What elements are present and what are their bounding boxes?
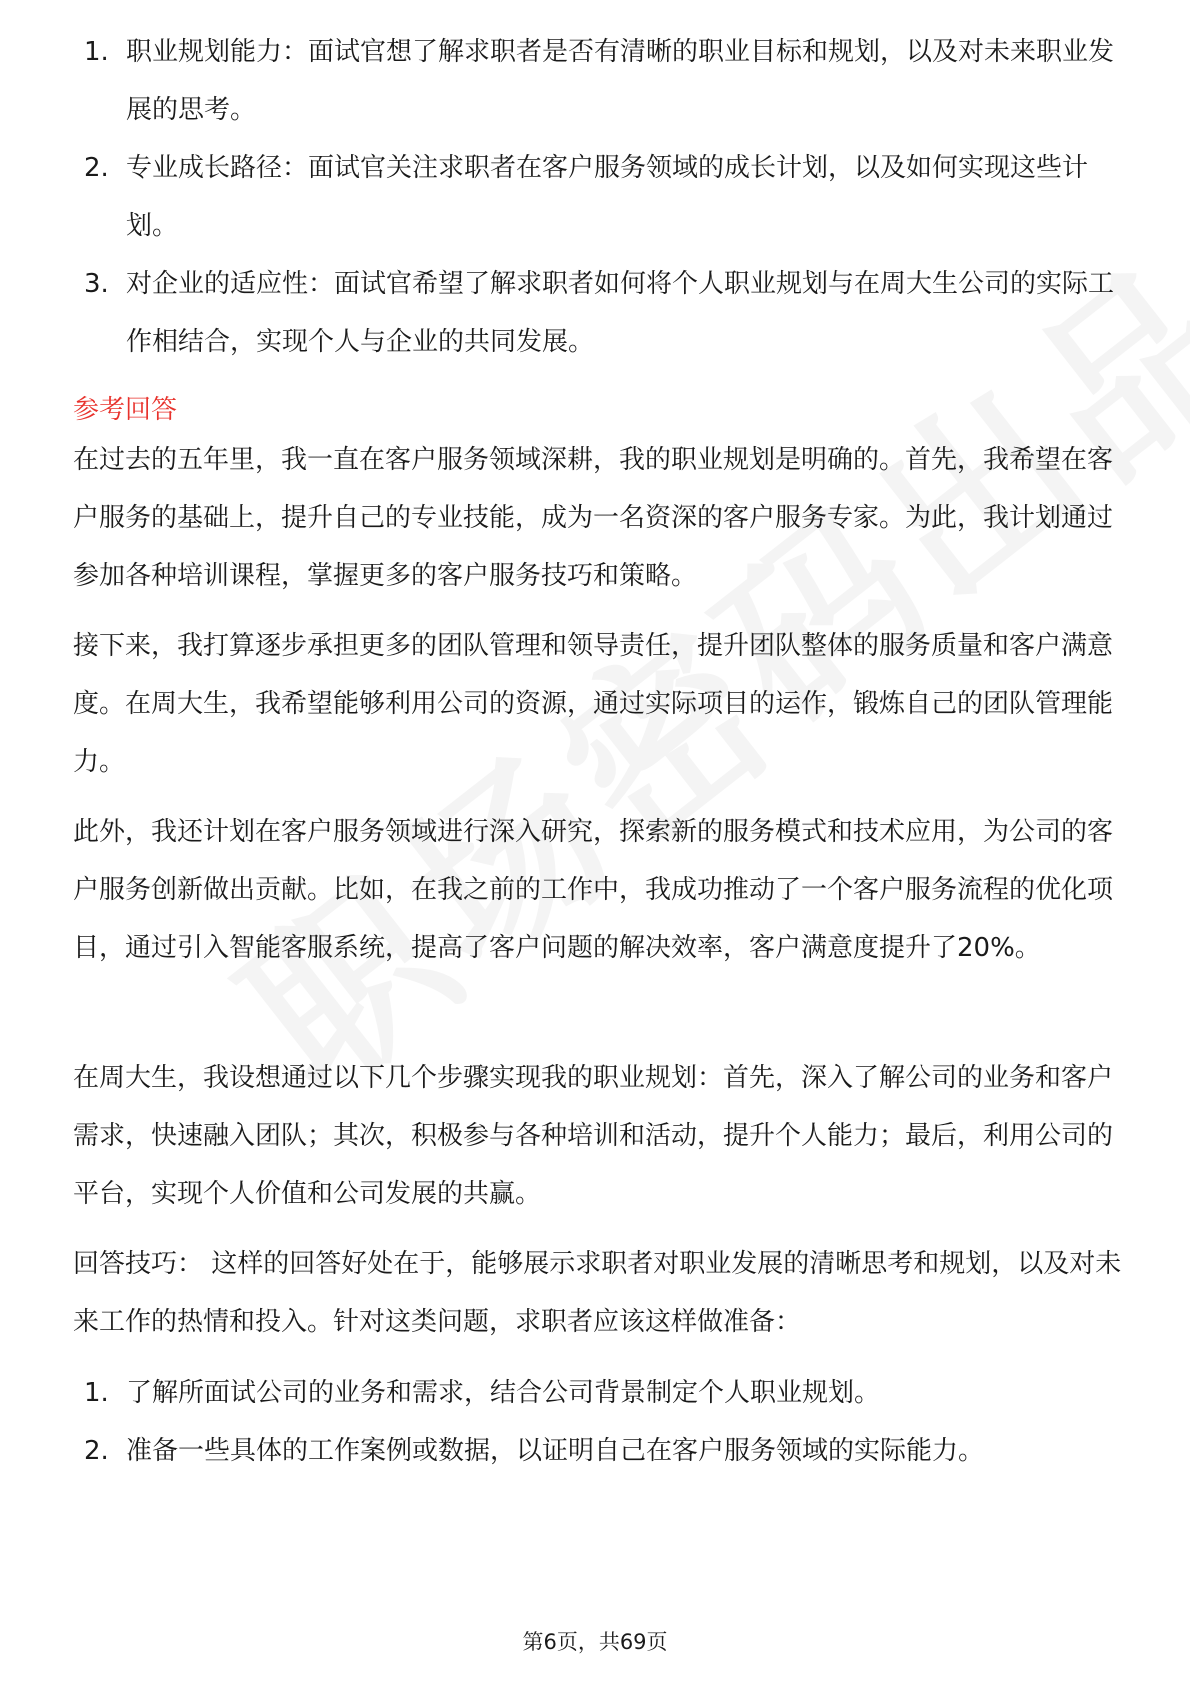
list-item-text: 对企业的适应性：面试官希望了解求职者如何将个人职业规划与在周大生公司的实际工作相结合，实现个人与企业的共同发展。 [126,269,1115,357]
list-item [84,1364,1124,1422]
list-item-text: 准备一些具体的工作案例或数据，以证明自己在客户服务领域的实际能力。 [126,1436,985,1466]
section-heading: 参考回答 [73,395,178,425]
list-number: 2. [84,153,109,183]
bottom-ordered-list [84,1364,1124,1480]
answer-paragraph: 此外，我还计划在客户服务领域进行深入研究，探索新的服务模式和技术应用，为公司的客户服务创新做出贡献。比如，在我之前的工作中，我成功推动了一个客户服务流程的优化项目，通过引入智能客服系统，提高了客户问题的解决效率，客户满意度提升了20%。 [73,817,1114,963]
list-item [84,23,1124,139]
answer-paragraph: 在过去的五年里，我一直在客户服务领域深耕，我的职业规划是明确的。首先，我希望在客户服务的基础上，提升自己的专业技能，成为一名资深的客户服务专家。为此，我计划通过参加各种培训课程，掌握更多的客户服务技巧和策略。 [73,445,1114,591]
list-number: 1. [84,1378,109,1408]
answer-paragraph: 在周大生，我设想通过以下几个步骤实现我的职业规划：首先，深入了解公司的业务和客户需求，快速融入团队；其次，积极参与各种培训和活动，提升个人能力；最后，利用公司的平台，实现个人价值和公司发展的共赢。 [73,1063,1114,1209]
answer-paragraph: 接下来，我打算逐步承担更多的团队管理和领导责任，提升团队整体的服务质量和客户满意度。在周大生，我希望能够利用公司的资源，通过实际项目的运作，锻炼自己的团队管理能力。 [73,631,1114,777]
list-item [84,255,1124,371]
top-ordered-list [84,23,1124,371]
list-number: 2. [84,1436,109,1466]
tips-paragraph: 回答技巧： 这样的回答好处在于，能够展示求职者对职业发展的清晰思考和规划，以及对未来工作的热情和投入。针对这类问题，求职者应该这样做准备： [73,1249,1122,1337]
list-number: 3. [84,269,109,299]
page-footer: 第6页，共69页 [522,1630,668,1654]
list-item-text: 职业规划能力：面试官想了解求职者是否有清晰的职业目标和规划，以及对未来职业发展的思考。 [126,37,1115,125]
list-item [84,1422,1124,1480]
list-item [84,139,1124,255]
list-number: 1. [84,37,109,67]
list-item-text: 了解所面试公司的业务和需求，结合公司背景制定个人职业规划。 [126,1378,881,1408]
list-item-text: 专业成长路径：面试官关注求职者在客户服务领域的成长计划，以及如何实现这些计划。 [126,153,1089,241]
